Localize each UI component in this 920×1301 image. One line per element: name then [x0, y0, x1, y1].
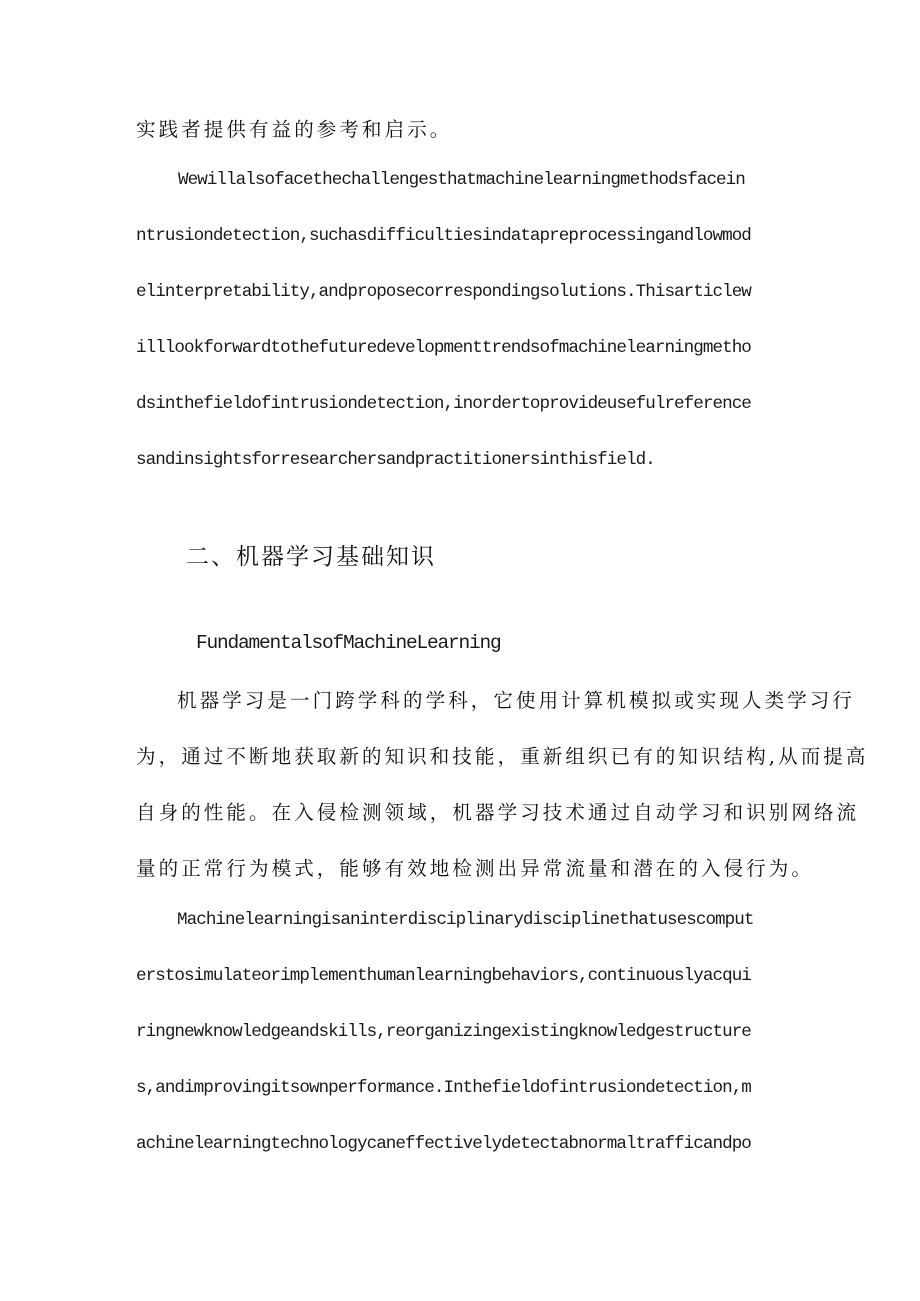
text-line: ringnewknowledgeandskills,reorganizingexistingknowledgestructure — [136, 1022, 751, 1042]
text-line: Wewillalsofacethechallengesthatmachinelearningmethodsfacein — [178, 170, 745, 190]
text-line: 机器学习是一门跨学科的学科，它使用计算机模拟或实现人类学习行 — [177, 689, 856, 712]
text-line: Machinelearningisaninterdisciplinarydisciplinethatusescomput — [177, 910, 754, 930]
text-line: elinterpretability,andproposecorrespondingsolutions.Thisarticlew — [136, 282, 751, 302]
text-line: 为，通过不断地获取新的知识和技能，重新组织已有的知识结构,从而提高 — [136, 745, 869, 768]
text-line: 量的正常行为模式，能够有效地检测出异常流量和潜在的入侵行为。 — [136, 857, 815, 880]
text-line: illlookforwardtothefuturedevelopmenttrendsofmachinelearningmetho — [136, 338, 751, 358]
text-line: dsinthefieldofintrusiondetection,inordertoprovideusefulreference — [136, 394, 751, 414]
text-line: achinelearningtechnologycaneffectivelydetectabnormaltrafficandpo — [136, 1134, 751, 1154]
section-heading: 二、机器学习基础知识 — [186, 544, 436, 570]
paragraph-cn-tail: 实践者提供有益的参考和启示。 — [136, 118, 453, 141]
text-line: s,andimprovingitsownperformance.Inthefieldofintrusiondetection,m — [136, 1078, 751, 1098]
text-line: ntrusiondetection,suchasdifficultiesindatapreprocessingandlowmod — [136, 226, 751, 246]
section-subheading: FundamentalsofMachineLearning — [196, 632, 501, 654]
text-line: erstosimulateorimplementhumanlearningbehaviors,continuouslyacqui — [136, 966, 751, 986]
text-line: sandinsightsforresearchersandpractitionersinthisfield. — [136, 450, 655, 470]
text-line: 自身的性能。在入侵检测领域，机器学习技术通过自动学习和识别网络流 — [136, 801, 860, 824]
